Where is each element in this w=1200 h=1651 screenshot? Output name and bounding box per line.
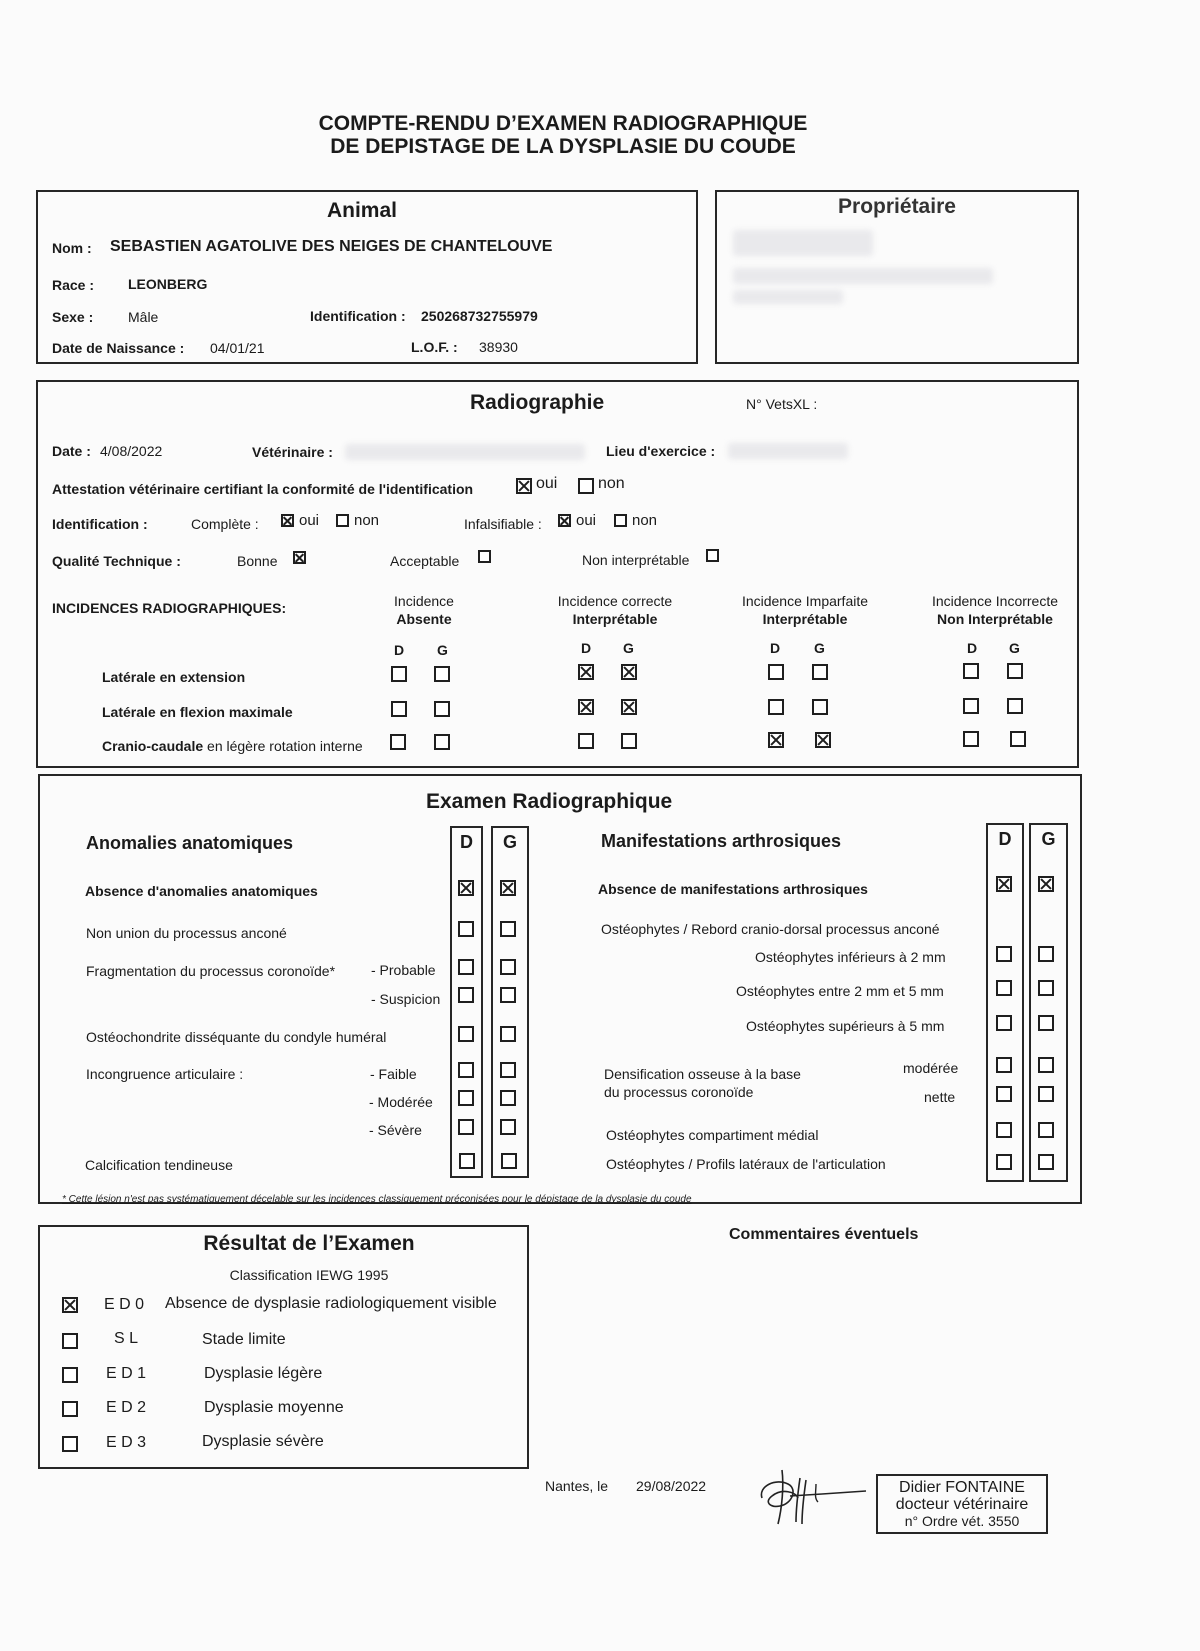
complete-oui: oui (299, 512, 320, 529)
densification-moderee: modérée (903, 1060, 959, 1076)
densification-nette: nette (924, 1089, 956, 1105)
non-union-label: Non union du processus anconé (86, 925, 287, 941)
incongruence-moderee: - Modérée (369, 1094, 433, 1110)
row2-incorrecte-d-checkbox[interactable] (963, 698, 979, 714)
result-ed3-code: E D 3 (106, 1434, 147, 1451)
osteo-2-5-label: Ostéophytes entre 2 mm et 5 mm (736, 983, 944, 999)
attestation-label: Attestation vétérinaire certifiant la conformité de l'identification (52, 481, 474, 497)
anomalies-heading: Anomalies anatomiques (86, 833, 294, 853)
incongruence-faible: - Faible (370, 1066, 417, 1082)
incidence-row-1-bold: Latérale en extension (102, 669, 246, 685)
non-union-g-checkbox[interactable] (500, 921, 516, 937)
attestation-oui-checkbox[interactable] (516, 478, 532, 494)
moderee-d-checkbox[interactable] (458, 1090, 474, 1106)
manifestations-g-header: G (1041, 829, 1056, 849)
profils-g-checkbox[interactable] (1038, 1154, 1054, 1170)
stamp-ordre: n° Ordre vét. 3550 (904, 1513, 1020, 1529)
osteo-inf2-label: Ostéophytes inférieurs à 2 mm (755, 949, 946, 965)
redacted-veterinaire (345, 444, 585, 460)
attestation-oui: oui (536, 475, 558, 492)
densification-nette-g-checkbox[interactable] (1038, 1086, 1054, 1102)
result-ed0-code: E D 0 (104, 1296, 145, 1313)
col-correcte-line2: Interprétable (572, 611, 658, 627)
result-ed0-label: Absence de dysplasie radiologiquement visible (165, 1295, 497, 1312)
col-absente-line2: Absente (396, 611, 452, 627)
result-sl-checkbox[interactable] (62, 1333, 78, 1349)
calcification-label: Calcification tendineuse (85, 1157, 233, 1173)
result-ed2-label: Dysplasie moyenne (204, 1399, 344, 1416)
densification-moderee-d-checkbox[interactable] (996, 1057, 1012, 1073)
row3-correcte-d-checkbox[interactable] (578, 733, 594, 749)
probable-d-checkbox[interactable] (458, 959, 474, 975)
faible-d-checkbox[interactable] (458, 1062, 474, 1078)
imparfaite-g: G (814, 640, 825, 656)
row3-imparfaite-d-checkbox[interactable] (768, 732, 784, 748)
title-line-1: COMPTE-RENDU D’EXAMEN RADIOGRAPHIQUE (318, 112, 808, 135)
handwritten-signature (752, 1458, 872, 1530)
result-ed2-code: E D 2 (106, 1399, 147, 1416)
row1-correcte-d-checkbox[interactable] (578, 664, 594, 680)
identification-radio-label: Identification : (52, 516, 148, 532)
incongruence-label: Incongruence articulaire : (86, 1066, 244, 1082)
manifestations-d-header: D (998, 829, 1012, 849)
absente-d: D (394, 642, 405, 658)
row3-imparfaite-g-checkbox[interactable] (815, 732, 831, 748)
row2-absente-d-checkbox[interactable] (391, 701, 407, 717)
absence-anomalies-d-checkbox[interactable] (458, 880, 474, 896)
row2-correcte-g-checkbox[interactable] (621, 699, 637, 715)
complete-label: Complète : (191, 516, 259, 532)
redacted-owner-address (733, 268, 993, 284)
animal-heading: Animal (326, 199, 397, 222)
infalsifiable-oui-checkbox[interactable] (558, 514, 571, 527)
row1-absente-g-checkbox[interactable] (434, 666, 450, 682)
veterinaire-label: Vétérinaire : (252, 444, 333, 460)
osteo-2-5-g-checkbox[interactable] (1038, 980, 1054, 996)
row3-absente-d-checkbox[interactable] (390, 734, 406, 750)
osteochondrite-d-checkbox[interactable] (458, 1026, 474, 1042)
row3-incorrecte-d-checkbox[interactable] (963, 731, 979, 747)
stamp-name: Didier FONTAINE (899, 1479, 1025, 1496)
calcification-d-checkbox[interactable] (459, 1153, 475, 1169)
suspicion-d-checkbox[interactable] (458, 987, 474, 1003)
incidence-row-2-bold: Latérale en flexion maximale (102, 704, 293, 720)
anomalies-d-header: D (460, 832, 473, 852)
result-sl-label: Stade limite (202, 1331, 286, 1348)
osteo-inf2-d-checkbox[interactable] (996, 946, 1012, 962)
identification-value: 250268732755979 (421, 308, 538, 324)
resultat-classification: Classification IEWG 1995 (229, 1267, 389, 1283)
complete-non-checkbox[interactable] (336, 514, 349, 527)
row2-absente-g-checkbox[interactable] (434, 701, 450, 717)
result-ed1-code: E D 1 (106, 1365, 147, 1382)
infalsifiable-non: non (632, 512, 658, 529)
complete-oui-checkbox[interactable] (281, 514, 294, 527)
osteochondrite-label: Ostéochondrite disséquante du condyle huméral (86, 1029, 387, 1045)
lof-value: 38930 (479, 339, 518, 355)
qualite-non-interpretable-checkbox[interactable] (706, 549, 719, 562)
row2-incorrecte-g-checkbox[interactable] (1007, 698, 1023, 714)
absence-manifestations-g-checkbox[interactable] (1038, 876, 1054, 892)
vetsxl-label: N° VetsXL : (746, 396, 818, 412)
stamp-title: docteur vétérinaire (895, 1496, 1029, 1513)
osteo-sup5-g-checkbox[interactable] (1038, 1015, 1054, 1031)
compartiment-d-checkbox[interactable] (996, 1122, 1012, 1138)
date-value: 4/08/2022 (100, 443, 163, 459)
radiographie-heading: Radiographie (470, 391, 605, 414)
incongruence-severe: - Sévère (369, 1122, 422, 1138)
sexe-value: Mâle (128, 309, 159, 325)
osteo-2-5-d-checkbox[interactable] (996, 980, 1012, 996)
infalsifiable-label: Infalsifiable : (464, 516, 542, 532)
redacted-owner-city (733, 290, 843, 304)
osteo-sup5-d-checkbox[interactable] (996, 1015, 1012, 1031)
osteochondrite-g-checkbox[interactable] (500, 1026, 516, 1042)
osteo-sup5-label: Ostéophytes supérieurs à 5 mm (746, 1018, 945, 1034)
result-ed1-checkbox[interactable] (62, 1367, 78, 1383)
lof-label: L.O.F. : (411, 339, 458, 355)
fragmentation-suspicion: - Suspicion (371, 991, 441, 1007)
absence-anomalies-label: Absence d'anomalies anatomiques (85, 883, 318, 899)
examen-heading: Examen Radiographique (426, 790, 673, 813)
identification-label: Identification : (310, 308, 406, 324)
fragmentation-label: Fragmentation du processus coronoïde* (86, 963, 336, 979)
col-imparfaite-line2: Interprétable (762, 611, 848, 627)
calcification-g-checkbox[interactable] (501, 1153, 517, 1169)
row1-imparfaite-d-checkbox[interactable] (768, 664, 784, 680)
col-incorrecte-header (915, 592, 1075, 628)
col-correcte-header (535, 592, 695, 628)
col-imparfaite-header (725, 592, 885, 628)
col-incorrecte-line1: Incidence Incorrecte (931, 593, 1059, 609)
result-ed2-checkbox[interactable] (62, 1401, 78, 1417)
qualite-acceptable: Acceptable (390, 553, 460, 569)
examen-footnote: * Cette lésion n'est pas systématiquement décelable sur les incidences classiquement préconisées pour le dépistage de la dysplasie du coude (62, 1194, 692, 1205)
sexe-label: Sexe : (52, 309, 94, 325)
densification-moderee-g-checkbox[interactable] (1038, 1057, 1054, 1073)
fragmentation-probable: - Probable (371, 962, 436, 978)
date-label: Date : (52, 443, 91, 459)
absente-g: G (437, 642, 448, 658)
imparfaite-d: D (770, 640, 781, 656)
row1-incorrecte-d-checkbox[interactable] (963, 663, 979, 679)
commentaires-label: Commentaires éventuels (729, 1226, 919, 1243)
attestation-non: non (598, 475, 625, 492)
severe-g-checkbox[interactable] (500, 1119, 516, 1135)
qualite-bonne-checkbox[interactable] (293, 551, 306, 564)
redacted-lieu (728, 443, 848, 459)
compartiment-label: Ostéophytes compartiment médial (606, 1127, 819, 1143)
document-title (0, 112, 1126, 158)
incidence-row-3-label (102, 738, 363, 754)
qualite-acceptable-checkbox[interactable] (478, 550, 491, 563)
non-union-d-checkbox[interactable] (458, 921, 474, 937)
correcte-d: D (581, 640, 592, 656)
severe-d-checkbox[interactable] (458, 1119, 474, 1135)
proprietaire-heading: Propriétaire (838, 195, 956, 218)
osteo-inf2-g-checkbox[interactable] (1038, 946, 1054, 962)
animal-name: SEBASTIEN AGATOLIVE DES NEIGES DE CHANTELOUVE (110, 238, 553, 255)
qualite-non-interpretable: Non interprétable (582, 552, 690, 568)
anomalies-g-header: G (502, 832, 517, 852)
redacted-owner-name (733, 230, 873, 256)
incorrecte-g: G (1009, 640, 1020, 656)
row1-absente-d-checkbox[interactable] (391, 666, 407, 682)
naissance-label: Date de Naissance : (52, 340, 185, 356)
signature-date: 29/08/2022 (636, 1478, 707, 1494)
nom-label: Nom : (52, 240, 92, 256)
row3-correcte-g-checkbox[interactable] (621, 733, 637, 749)
row1-correcte-g-checkbox[interactable] (621, 664, 637, 680)
qualite-label: Qualité Technique : (52, 553, 181, 569)
col-imparfaite-line1: Incidence Imparfaite (741, 593, 869, 609)
resultat-heading: Résultat de l’Examen (203, 1232, 415, 1255)
naissance-value: 04/01/21 (210, 340, 265, 356)
attestation-non-checkbox[interactable] (578, 478, 594, 494)
complete-non: non (354, 512, 380, 529)
result-ed1-label: Dysplasie légère (204, 1365, 323, 1382)
absence-manifestations-d-checkbox[interactable] (996, 876, 1012, 892)
moderee-g-checkbox[interactable] (500, 1090, 516, 1106)
compartiment-g-checkbox[interactable] (1038, 1122, 1054, 1138)
densification-line1: Densification osseuse à la base (604, 1066, 801, 1082)
manifestations-heading: Manifestations arthrosiques (601, 831, 842, 851)
title-line-2: DE DEPISTAGE DE LA DYSPLASIE DU COUDE (330, 135, 796, 158)
infalsifiable-non-checkbox[interactable] (614, 514, 627, 527)
row1-incorrecte-g-checkbox[interactable] (1007, 663, 1023, 679)
row3-incorrecte-g-checkbox[interactable] (1010, 731, 1026, 747)
col-correcte-line1: Incidence correcte (557, 593, 673, 609)
absence-manifestations-label: Absence de manifestations arthrosiques (598, 881, 868, 897)
result-sl-code: S L (114, 1330, 139, 1347)
correcte-g: G (623, 640, 634, 656)
profils-label: Ostéophytes / Profils latéraux de l'articulation (606, 1156, 886, 1172)
incorrecte-d: D (967, 640, 978, 656)
incidences-label: INCIDENCES RADIOGRAPHIQUES: (52, 600, 287, 616)
col-absente-header (363, 592, 485, 628)
suspicion-g-checkbox[interactable] (500, 987, 516, 1003)
result-ed3-checkbox[interactable] (62, 1436, 78, 1452)
result-ed3-label: Dysplasie sévère (202, 1433, 324, 1450)
incidence-row-3-rest: en légère rotation interne (203, 738, 363, 754)
densification-nette-d-checkbox[interactable] (996, 1086, 1012, 1102)
row1-imparfaite-g-checkbox[interactable] (812, 664, 828, 680)
lieu-label: Lieu d'exercice : (606, 443, 716, 459)
row2-imparfaite-d-checkbox[interactable] (768, 699, 784, 715)
profils-d-checkbox[interactable] (996, 1154, 1012, 1170)
absence-anomalies-g-checkbox[interactable] (500, 880, 516, 896)
col-incorrecte-line2: Non Interprétable (937, 611, 1053, 627)
race-label: Race : (52, 277, 95, 293)
incidence-row-1-label (102, 669, 245, 685)
osteophytes-rebord-label: Ostéophytes / Rebord cranio-dorsal processus anconé (601, 921, 940, 937)
faible-g-checkbox[interactable] (500, 1062, 516, 1078)
result-ed0-checkbox[interactable] (62, 1297, 78, 1313)
qualite-bonne: Bonne (237, 553, 278, 569)
race-value: LEONBERG (128, 276, 208, 292)
probable-g-checkbox[interactable] (500, 959, 516, 975)
infalsifiable-oui: oui (576, 512, 597, 529)
incidence-row-2-label (102, 704, 293, 720)
incidence-row-3-bold: Cranio-caudale (102, 738, 204, 754)
row2-correcte-d-checkbox[interactable] (578, 699, 594, 715)
stamp-text (876, 1479, 1048, 1530)
col-absente-line1: Incidence (394, 593, 454, 609)
densification-line2: du processus coronoïde (604, 1084, 754, 1100)
row3-absente-g-checkbox[interactable] (434, 734, 450, 750)
signature-lieu: Nantes, le (545, 1478, 609, 1494)
row2-imparfaite-g-checkbox[interactable] (812, 699, 828, 715)
